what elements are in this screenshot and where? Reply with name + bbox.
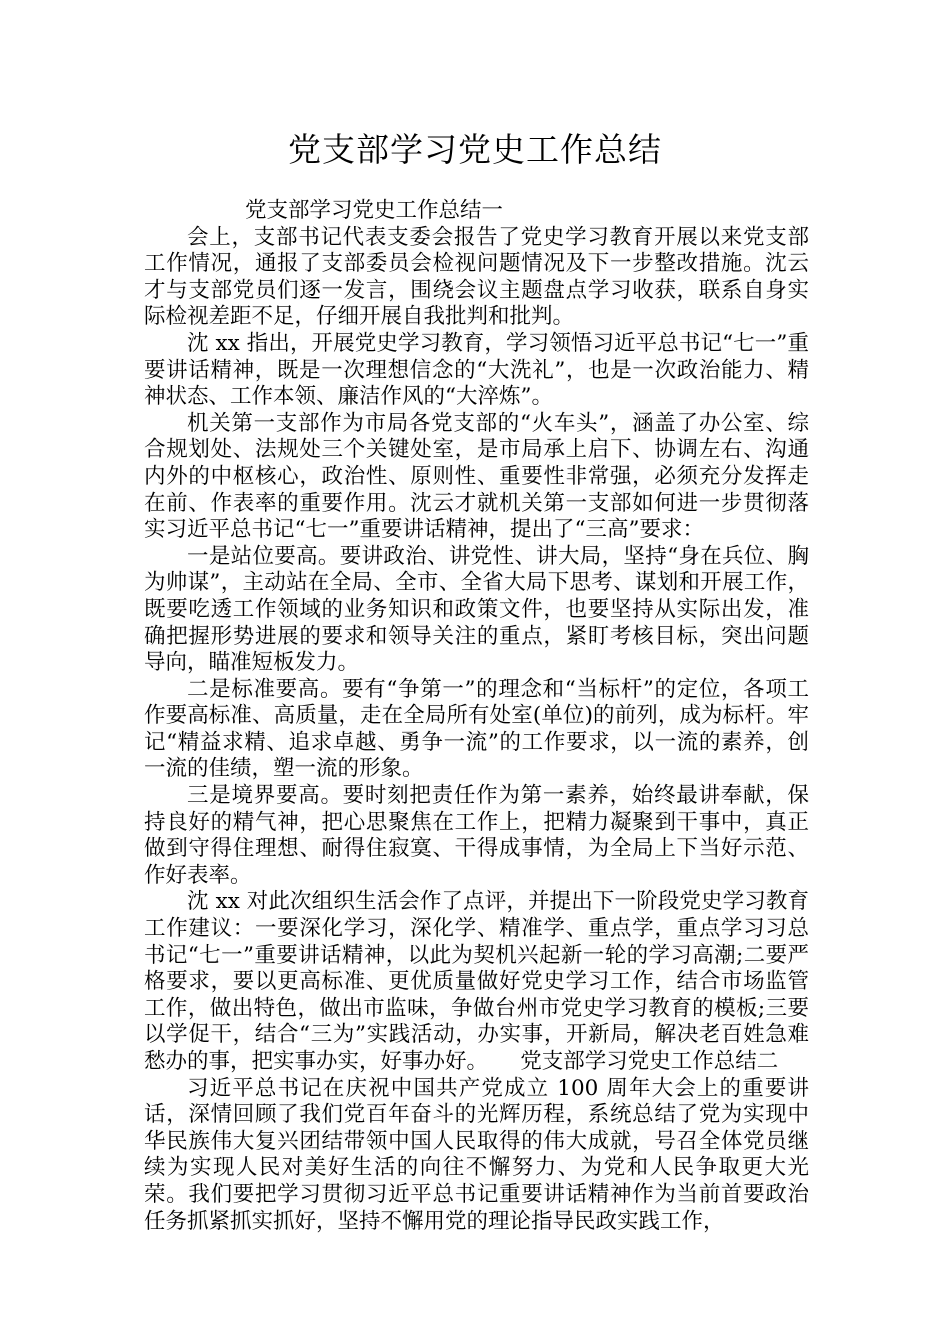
paragraph: 沈 xx 对此次组织生活会作了点评，并提出下一阶段党史学习教育工作建议：一要深化学习，深化学、精准学、重点学，重点学习习总书记“七一”重要讲话精神，以此为契机兴起新一轮的学习高潮;二要严格要求，要以更高标准、更优质量做好党史学习工作，结合市场监管工作，做出特色，做出市监味，争做台州市党史学习教育的模板;三要以学促干，结合“三为”实践活动，办实事，开新局，解决老百姓急难愁办的事，把实事办实，好事办好。 党支部学习党史工作总结二 xyxy=(144,889,809,1074)
paragraph: 会上，支部书记代表支委会报告了党史学习教育开展以来党支部工作情况，通报了支部委员会检视问题情况及下一步整改措施。沈云才与支部党员们逐一发言，围绕会议主题盘点学习收获，联系自身实际检视差距不足，仔细开展自我批判和批判。 xyxy=(144,224,809,330)
document-body xyxy=(144,198,809,1235)
paragraph: 三是境界要高。要时刻把责任作为第一素养，始终最讲奉献，保持良好的精气神，把心思聚焦在工作上，把精力凝聚到干事中，真正做到守得住理想、耐得住寂寞、干得成事情，为全局上下当好示范、作好表率。 xyxy=(144,783,809,888)
section-heading-1: 党支部学习党史工作总结一 xyxy=(245,198,504,223)
paragraph: 习近平总书记在庆祝中国共产党成立 100 周年大会上的重要讲话，深情回顾了我们党百年奋斗的光辉历程，系统总结了党为实现中华民族伟大复兴团结带领中国人民取得的伟大成就，号召全体党员继续为实现人民对美好生活的向往不懈努力、为党和人民争取更大光荣。我们要把学习贯彻习近平总书记重要讲话精神作为当前首要政治任务抓紧抓实抓好，坚持不懈用党的理论指导民政实践工作， xyxy=(144,1075,809,1234)
paragraph: 一是站位要高。要讲政治、讲党性、讲大局，坚持“身在兵位、胸为帅谋”，主动站在全局、全市、全省大局下思考、谋划和开展工作，既要吃透工作领域的业务知识和政策文件，也要坚持从实际出发，准确把握形势进展的要求和领导关注的重点，紧盯考核目标，突出问题导向，瞄准短板发力。 xyxy=(144,543,809,676)
paragraph: 沈 xx 指出，开展党史学习教育，学习领悟习近平总书记“七一”重要讲话精神，既是一次理想信念的“大洗礼”，也是一次政治能力、精神状态、工作本领、廉洁作风的“大淬炼”。 xyxy=(144,330,809,410)
document-title: 党支部学习党史工作总结 xyxy=(288,130,662,169)
paragraph: 二是标准要高。要有“争第一”的理念和“当标杆”的定位，各项工作要高标准、高质量，走在全局所有处室(单位)的前列，成为标杆。牢记“精益求精、追求卓越、勇争一流”的工作要求，以一流的素养，创一流的佳绩，塑一流的形象。 xyxy=(144,676,809,782)
paragraph: 机关第一支部作为市局各党支部的“火车头”，涵盖了办公室、综合规划处、法规处三个关键处室，是市局承上启下、协调左右、沟通内外的中枢核心，政治性、原则性、重要性非常强，必须充分发挥走在前、作表率的重要作用。沈云才就机关第一支部如何进一步贯彻落实习近平总书记“七一”重要讲话精神，提出了“三高”要求： xyxy=(144,410,809,543)
